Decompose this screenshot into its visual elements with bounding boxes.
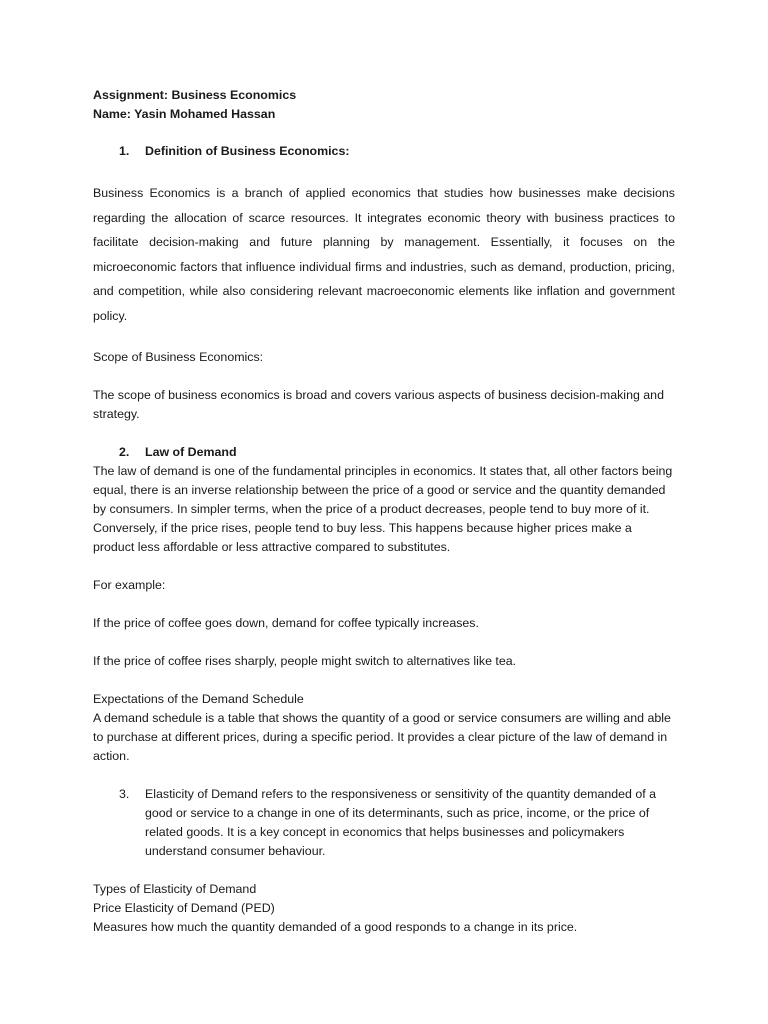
example-intro: For example: [93,578,166,592]
assignment-title: Assignment: Business Economics [93,88,297,102]
section-2-title: Law of Demand [145,445,237,459]
ped-paragraph: Measures how much the quantity demanded of a good responds to a change in its price. [93,920,578,934]
section-3-paragraph: Elasticity of Demand refers to the responsiveness or sensitivity of the quantity demanded of a good or service to a change in one of its determinants, such as price, income, or the price of related goods. It is a key concept in economics that helps businesses and policymakers understand consumer behaviour. [145,787,657,858]
example-1: If the price of coffee goes down, demand for coffee typically increases. [93,616,479,630]
section-1-number: 1. [119,144,130,158]
example-2: If the price of coffee rises sharply, people might switch to alternatives like tea. [93,654,517,668]
scope-title: Scope of Business Economics: [93,350,264,364]
section-2-paragraph: The law of demand is one of the fundamental principles in economics. It states that, all other factors being equal, there is an inverse relationship between the price of a good or service and the quantity demanded by consumers. In simpler terms, when the price of a product decreases, people tend to buy more of it. Conversely, if the price rises, people tend to buy less. This happens because higher prices make a product less affordable or less attractive compared to substitutes. [93,464,673,554]
section-3-number: 3. [119,787,130,801]
section-3-item [93,785,675,861]
types-title: Types of Elasticity of Demand [93,882,257,896]
schedule-title: Expectations of the Demand Schedule [93,692,304,706]
document-body [93,86,675,937]
section-2-number: 2. [119,445,130,459]
scope-paragraph: The scope of business economics is broad and covers various aspects of business decision-making and strategy. [93,388,664,421]
section-1-heading [93,142,675,161]
section-1-title: Definition of Business Economics: [145,144,350,158]
schedule-paragraph: A demand schedule is a table that shows the quantity of a good or service consumers are willing and able to purchase at different prices, during a specific period. It provides a clear picture of the law of demand in action. [93,711,671,763]
section-2-heading [93,443,675,462]
section-1-paragraph: Business Economics is a branch of applied economics that studies how businesses make decisions regarding the allocation of scarce resources. It integrates economic theory with business practices to facilitate decision-making and future planning by management. Essentially, it focuses on the microeconomic factors that influence individual firms and industries, such as demand, production, pricing, and competition, while also considering relevant macroeconomic elements like inflation and government policy. [93,186,675,323]
student-name: Name: Yasin Mohamed Hassan [93,107,276,121]
ped-title: Price Elasticity of Demand (PED) [93,901,275,915]
